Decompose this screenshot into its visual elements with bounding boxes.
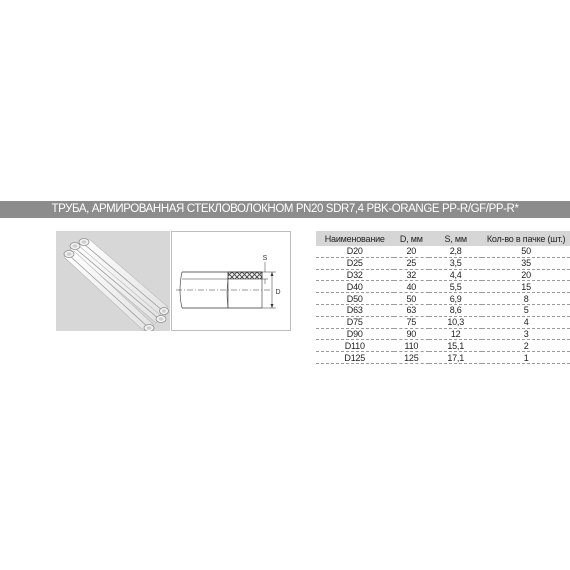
table-row: [316, 257, 570, 269]
cell-wall: 17,1: [429, 352, 482, 364]
cell-wall: 15,1: [429, 340, 482, 352]
cell-name: D40: [316, 281, 394, 293]
cell-wall: 4,4: [429, 269, 482, 281]
header-pack-qty: Кол-во в пачке (шт.): [482, 231, 570, 246]
cell-diameter: 50: [394, 293, 430, 305]
table-row: [316, 316, 570, 328]
cell-qty: 15: [482, 281, 570, 293]
cell-wall: 2,8: [429, 246, 482, 257]
cell-qty: 2: [482, 340, 570, 352]
header-diameter: D, мм: [394, 231, 430, 246]
cell-diameter: 90: [394, 328, 430, 340]
spec-table: [316, 231, 570, 364]
cell-diameter: 75: [394, 316, 430, 328]
table-row: [316, 304, 570, 316]
pipe-drawing-svg: [172, 232, 290, 330]
cell-qty: 50: [482, 246, 570, 257]
cell-wall: 5,5: [429, 281, 482, 293]
header-wall: S, мм: [429, 231, 482, 246]
cell-name: D90: [316, 328, 394, 340]
wall-thickness-label: S: [262, 255, 268, 262]
table-row: [316, 281, 570, 293]
table-row: [316, 340, 570, 352]
cell-name: D63: [316, 304, 394, 316]
cell-qty: 20: [482, 269, 570, 281]
cell-wall: 8,6: [429, 304, 482, 316]
table-row: [316, 293, 570, 305]
cell-name: D110: [316, 340, 394, 352]
cell-wall: 3,5: [429, 257, 482, 269]
header-name: Наименование: [316, 231, 394, 246]
cell-wall: 10,3: [429, 316, 482, 328]
cell-diameter: 40: [394, 281, 430, 293]
cell-diameter: 125: [394, 352, 430, 364]
table-row: [316, 246, 570, 257]
table-header-row: [316, 231, 570, 246]
cell-diameter: 32: [394, 269, 430, 281]
cell-name: D20: [316, 246, 394, 257]
cell-name: D32: [316, 269, 394, 281]
cell-qty: 5: [482, 304, 570, 316]
table-row: [316, 328, 570, 340]
cell-diameter: 20: [394, 246, 430, 257]
cell-wall: 6,9: [429, 293, 482, 305]
cell-qty: 1: [482, 352, 570, 364]
cell-name: D25: [316, 257, 394, 269]
cell-qty: 35: [482, 257, 570, 269]
pipe-cross-section-drawing: [171, 231, 291, 331]
diameter-label: D: [275, 289, 281, 296]
product-title: ТРУБА, АРМИРОВАННАЯ СТЕКЛОВОЛОКНОМ PN20 SDR7,4 PBK-ORANGE PP-R/GF/PP-R*: [0, 201, 570, 218]
table-row: [316, 352, 570, 364]
cell-qty: 8: [482, 293, 570, 305]
cell-diameter: 110: [394, 340, 430, 352]
pipes-image: [56, 231, 170, 331]
cell-name: D75: [316, 316, 394, 328]
table-row: [316, 269, 570, 281]
cell-name: D125: [316, 352, 394, 364]
cell-qty: 3: [482, 328, 570, 340]
cell-name: D50: [316, 293, 394, 305]
cell-wall: 12: [429, 328, 482, 340]
cell-diameter: 63: [394, 304, 430, 316]
cell-qty: 4: [482, 316, 570, 328]
pipes-photo: [56, 231, 170, 331]
cell-diameter: 25: [394, 257, 430, 269]
